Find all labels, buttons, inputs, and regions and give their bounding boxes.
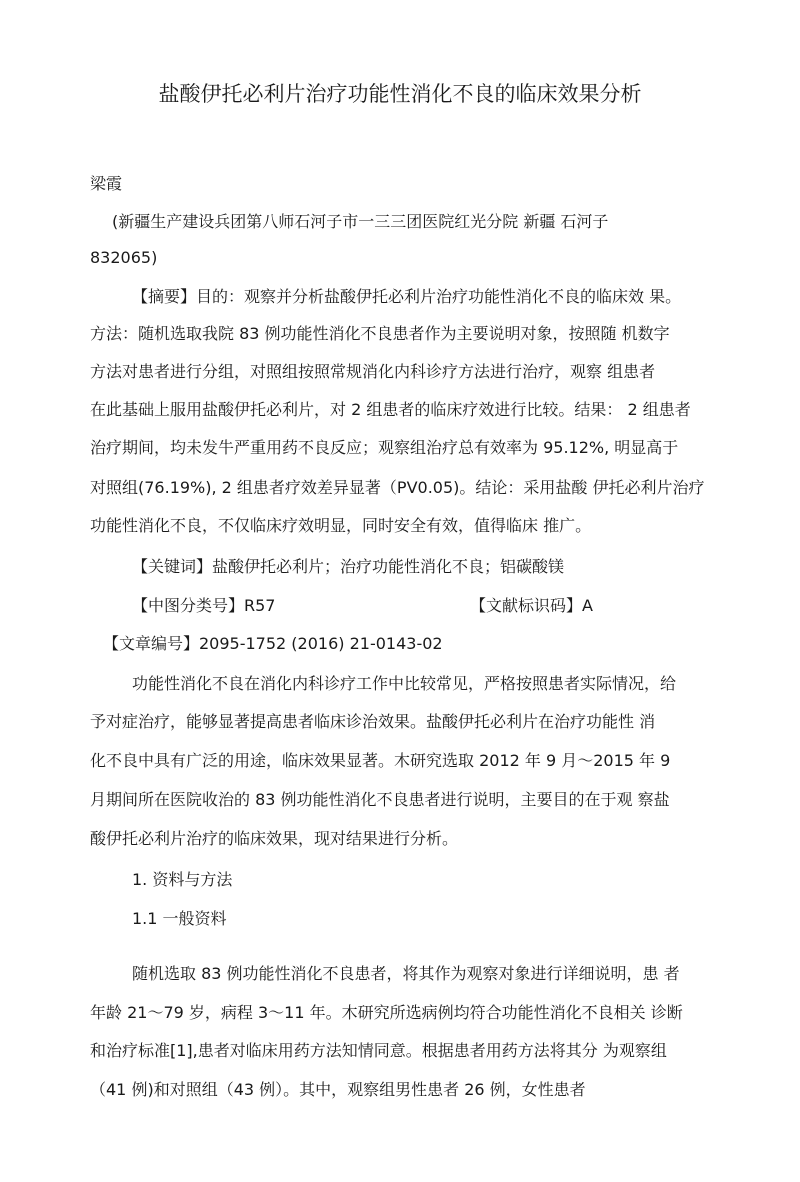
- article-number: 【文章编号】2095-1752 (2016) 21-0143-02: [103, 634, 443, 653]
- affiliation-line: 832065): [90, 248, 158, 267]
- body-line: （41 例)和对照组（43 例）。其中，观察组男性患者 26 例，女性患者: [90, 1080, 586, 1099]
- body-line: 月期间所在医院收治的 83 例功能性消化不良患者进行说明，主要目的在于观 察盐: [90, 790, 670, 809]
- author-name: 梁霞: [90, 174, 123, 193]
- abstract-line: 功能性消化不良，不仅临床疗效明显，同时安全有效，值得临床 推广。: [90, 516, 592, 535]
- body-line: 酸伊托必利片治疗的临床效果，现对结果进行分析。: [90, 829, 459, 848]
- abstract-line: 【摘要】目的：观察并分析盐酸伊托必利片治疗功能性消化不良的临床效 果。: [132, 287, 682, 306]
- body-line: 予对症治疗，能够显著提高患者临床诊治效果。盐酸伊托必利片在治疗功能性 消: [90, 712, 656, 731]
- body-line: 化不良中具有广泛的用途，临床效果显著。木研究选取 2012 年 9 月～2015 年 9: [90, 751, 671, 770]
- body-line: 年龄 21～79 岁，病程 3～11 年。木研究所选病例均符合功能性消化不良相关 诊断: [90, 1003, 683, 1022]
- section-heading: 1. 资料与方法: [132, 870, 233, 889]
- abstract-line: 方法对患者进行分组，对照组按照常规消化内科诊疗方法进行治疗，观察 组患者: [90, 362, 656, 381]
- keywords-line: 【关键词】盐酸伊托必利片；治疗功能性消化不良；铝碳酸镁: [132, 557, 565, 576]
- abstract-line: 对照组(76.19%), 2 组患者疗效差异显著（PV0.05)。结论：采用盐酸 伊托必利片治疗: [90, 478, 705, 497]
- affiliation-line: (新疆生产建设兵团第八师石河子市一三三团医院红光分院 新疆 石河子: [112, 212, 609, 231]
- abstract-line: 在此基础上服用盐酸伊托必利片，对 2 组患者的临床疗效进行比较。结果： 2 组患者: [90, 400, 691, 419]
- subsection-heading: 1.1 一般资料: [132, 909, 227, 928]
- abstract-line: 方法：随机选取我院 83 例功能性消化不良患者作为主要说明对象，按照随 机数字: [90, 324, 670, 343]
- abstract-line: 治疗期间，均未发牛严重用药不良反应；观察组治疗总有效率为 95.12%, 明显高于: [90, 438, 679, 457]
- body-line: 随机选取 83 例功能性消化不良患者，将其作为观察对象进行详细说明，患 者: [132, 964, 680, 983]
- document-code: 【文献标识码】A: [470, 596, 593, 615]
- clc-number: 【中图分类号】R57: [132, 596, 276, 615]
- body-line: 和治疗标准[1],患者对临床用药方法知情同意。根据患者用药方法将其分 为观察组: [90, 1041, 667, 1060]
- body-line: 功能性消化不良在消化内科诊疗工作中比较常见，严格按照患者实际情况，给: [132, 674, 677, 693]
- paper-title: 盐酸伊托必利片治疗功能性消化不良的临床效果分析: [158, 82, 642, 106]
